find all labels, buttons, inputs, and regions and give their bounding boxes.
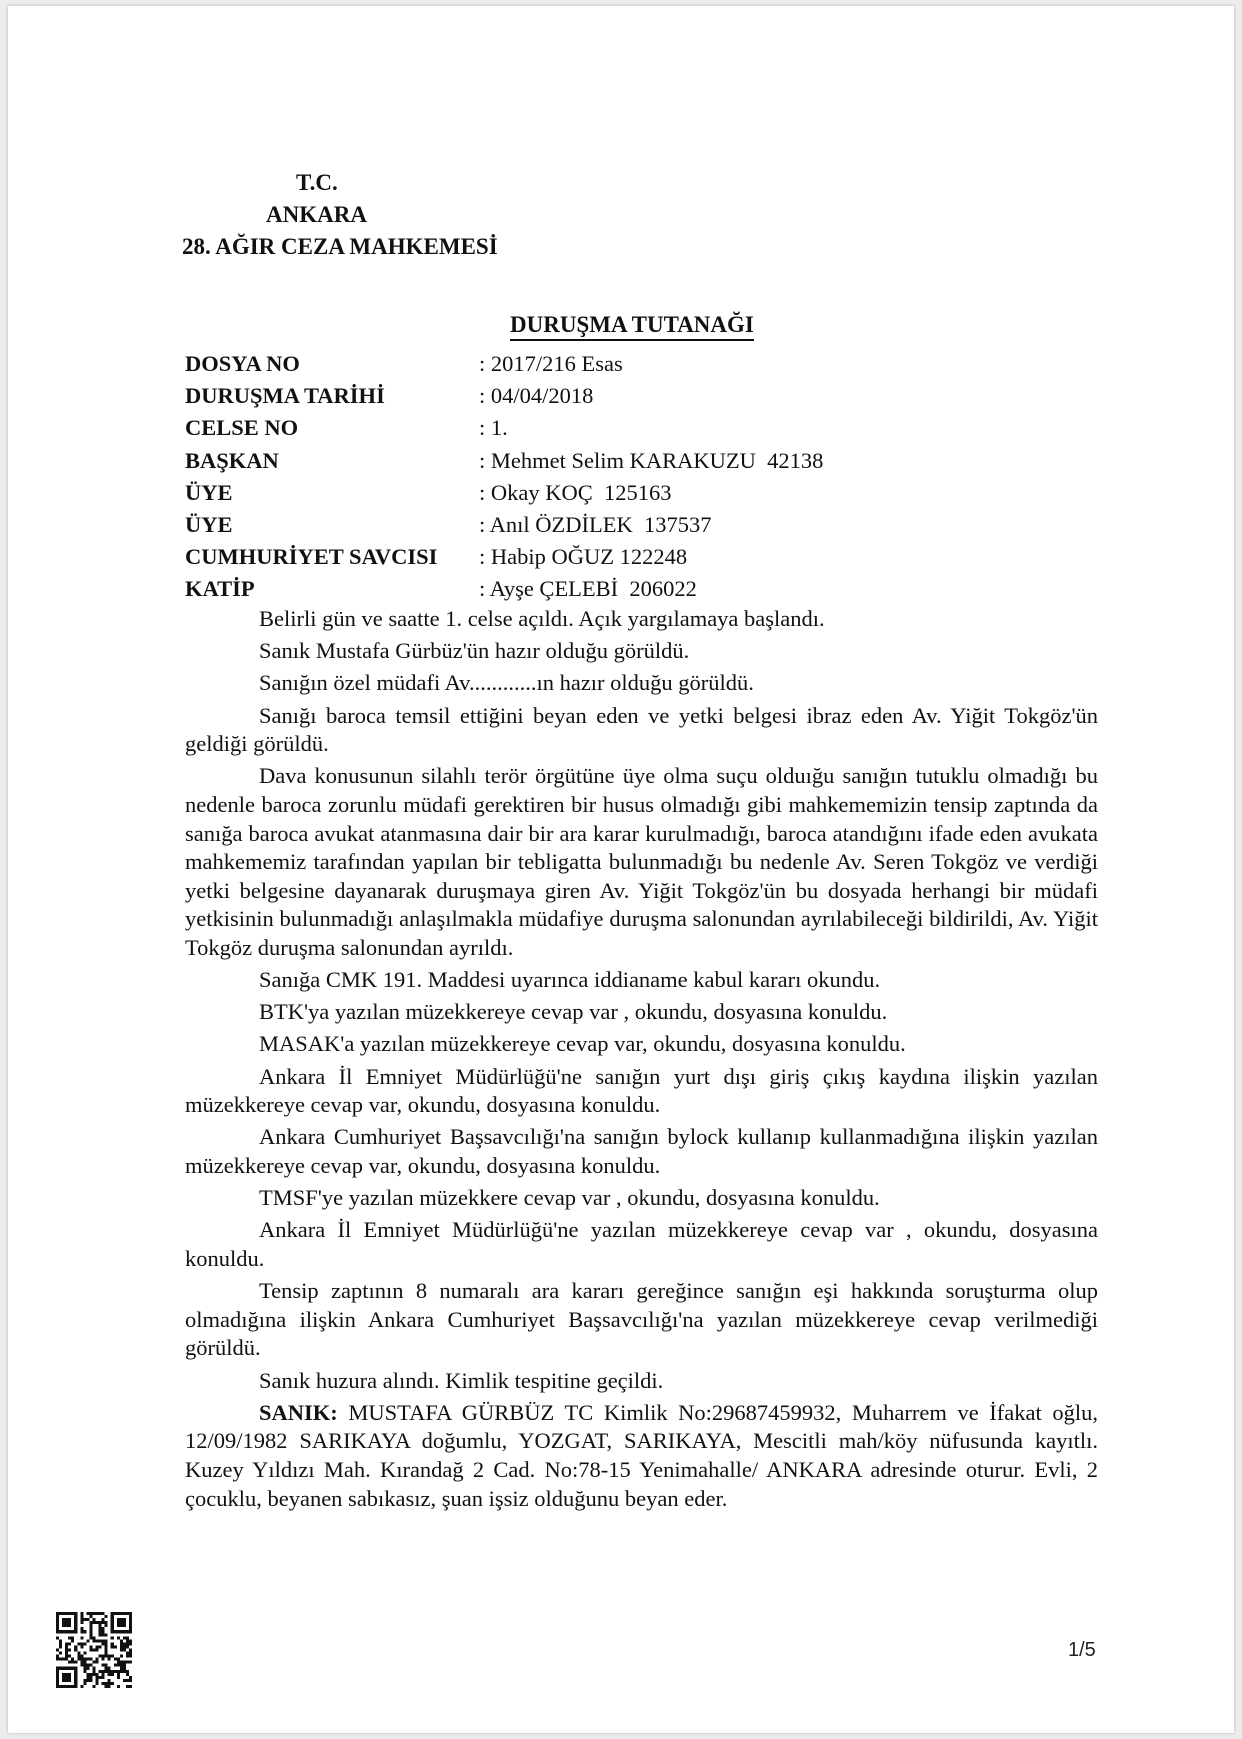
- paragraph: Sanığa CMK 191. Maddesi uyarınca iddianame kabul kararı okundu.: [259, 967, 881, 993]
- document-body: [185, 605, 1098, 1517]
- header-city: ANKARA: [266, 202, 367, 227]
- paragraph: BTK'ya yazılan müzekkereye cevap var , okundu, dosyasına konuldu.: [259, 999, 888, 1025]
- info-label: DOSYA NO: [185, 351, 300, 376]
- paragraph: Ankara İl Emniyet Müdürlüğü'ne yazılan müzekkereye cevap var , okundu, dosyasına konuldu.: [185, 1217, 1098, 1271]
- paragraph: Ankara Cumhuriyet Başsavcılığı'na sanığın bylock kullanıp kullanmadığına ilişkin yazılan müzekkereye cevap var, okundu, dosyasına konuldu.: [185, 1124, 1098, 1179]
- info-value: : Mehmet Selim KARAKUZU 42138: [479, 447, 824, 473]
- info-value: : 1.: [479, 415, 508, 441]
- defendant-details: Muharrem ve İfakat oğlu, 12/09/1982 SARIKAYA doğumlu, YOZGAT, SARIKAYA, Mescitli mah/köy nüfusunda kayıtlı. Kuzey Yıldızı Mah. Kırandağ 2 Cad. No:78-15 Yenimahalle/ ANKARA adresinde oturur. Evli, 2 çocuklu, beyanen sabıkasız, şuan işsiz olduğunu beyan eder.: [185, 1399, 1098, 1511]
- document-page: [8, 6, 1234, 1733]
- info-row: [185, 412, 823, 444]
- page-number: 1/5: [1068, 1639, 1096, 1661]
- info-value: : Anıl ÖZDİLEK 137537: [479, 511, 712, 537]
- header-court: 28. AĞIR CEZA MAHKEMESİ: [182, 234, 498, 259]
- paragraph: Sanık Mustafa Gürbüz'ün hazır olduğu görüldü.: [259, 638, 690, 664]
- defendant-paragraph: [185, 1399, 1098, 1513]
- info-label: BAŞKAN: [185, 447, 279, 473]
- paragraph: TMSF'ye yazılan müzekkere cevap var , okundu, dosyasına konuldu.: [259, 1185, 880, 1211]
- info-value: : 2017/216 Esas: [479, 351, 623, 376]
- info-row: [185, 348, 823, 380]
- info-label: CELSE NO: [185, 415, 299, 441]
- info-label: CUMHURİYET SAVCISI: [185, 544, 438, 570]
- paragraph: Tensip zaptının 8 numaralı ara kararı gereğince sanığın eşi hakkında soruşturma olup olmadığına ilişkin Ankara Cumhuriyet Başsavcılığı'na yazılan müzekkereye cevap verilmediği görüldü.: [185, 1278, 1098, 1361]
- defendant-label: SANIK:: [259, 1399, 338, 1425]
- info-value: : Okay KOÇ 125163: [479, 479, 672, 505]
- info-row: [185, 573, 823, 605]
- document-title: DURUŞMA TUTANAĞI: [510, 312, 754, 341]
- case-info-table: [185, 348, 823, 606]
- info-value: : 04/04/2018: [479, 383, 594, 409]
- defendant-name-id: MUSTAFA GÜRBÜZ TC Kimlik No:29687459932,: [337, 1399, 842, 1425]
- header-tc: T.C.: [296, 170, 338, 195]
- paragraph: MASAK'a yazılan müzekkereye cevap var, okundu, dosyasına konuldu.: [259, 1031, 906, 1057]
- paragraph: Sanığı baroca temsil ettiğini beyan eden ve yetki belgesi ibraz eden Av. Yiğit Tokgöz'ün geldiği görüldü.: [185, 702, 1098, 757]
- info-value: : Ayşe ÇELEBİ 206022: [479, 576, 697, 602]
- info-row: [185, 541, 823, 573]
- qr-code-icon: [56, 1612, 132, 1688]
- paragraph: Belirli gün ve saatte 1. celse açıldı. Açık yargılamaya başlandı.: [259, 606, 825, 631]
- info-row: [185, 509, 823, 541]
- info-label: ÜYE: [185, 479, 233, 505]
- info-row: [185, 477, 823, 509]
- info-label: ÜYE: [185, 511, 233, 537]
- info-row: [185, 445, 823, 477]
- paragraph: Dava konusunun silahlı terör örgütüne üye olma suçu olduığu sanığın tutuklu olmadığı bu nedenle baroca zorunlu müdafi gerektiren bir husus olmadığı gibi mahkememizin tensip zaptında da sanığa baroca avukat atanmasına dair bir ara karar kurulmadığı, baroca atandığını ifade eden avukata mahkememiz tarafından yapılan bir tebligatta bulunmadığı bu nedenle Av. Seren Tokgöz ve verdiği yetki belgesine dayanarak duruşmaya giren Av. Yiğit Tokgöz'ün bu dosyada herhangi bir müdafi yetkisinin bulunmadığı anlaşılmakla müdafiye duruşma salonundan ayrılabileceği bildirildi, Av. Yiğit Tokgöz duruşma salonundan ayrıldı.: [185, 763, 1098, 960]
- paragraph: Ankara İl Emniyet Müdürlüğü'ne sanığın yurt dışı giriş çıkış kaydına ilişkin yazılan müzekkereye cevap var, okundu, dosyasına konuldu.: [185, 1063, 1098, 1118]
- info-value: : Habip OĞUZ 122248: [479, 544, 688, 570]
- info-label: KATİP: [185, 576, 255, 602]
- info-label: DURUŞMA TARİHİ: [185, 383, 385, 409]
- paragraph: Sanık huzura alındı. Kimlik tespitine geçildi.: [259, 1367, 664, 1393]
- paragraph: Sanığın özel müdafi Av............ın hazır olduğu görüldü.: [259, 670, 754, 696]
- info-row: [185, 380, 823, 412]
